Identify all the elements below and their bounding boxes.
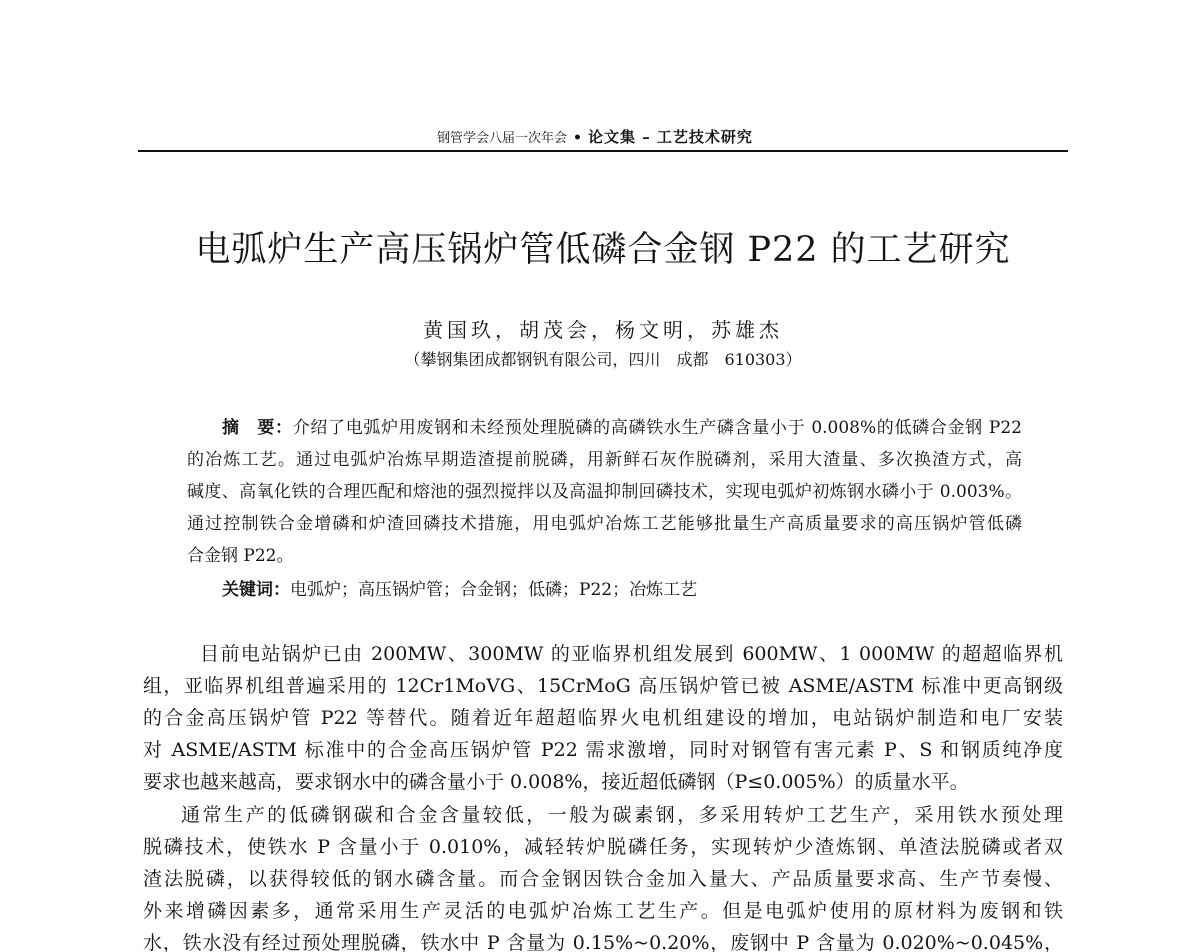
abstract-line: 合金钢 P22。 (187, 546, 294, 566)
abstract-line: 的冶炼工艺。通过电弧炉冶炼早期造渣提前脱磷，用新鲜石灰作脱磷剂，采用大渣量、多次换渣方式，高 (187, 450, 1022, 470)
abstract (187, 412, 1022, 572)
running-header (437, 126, 1037, 148)
header-bullet: • (573, 130, 582, 146)
body-line: 渣法脱磷，以获得较低的钢水磷含量。而合金钢因铁合金加入量大、产品质量要求高、生产节奏慢、 (143, 868, 1063, 890)
abstract-line: 碱度、高氧化铁的合理匹配和熔池的强烈搅拌以及高温抑制回磷技术，实现电弧炉初炼钢水磷小于 0.003%。 (187, 482, 1022, 502)
abstract-line: 通过控制铁合金增磷和炉渣回磷技术措施，用电弧炉冶炼工艺能够批量生产高质量要求的高压锅炉管低磷 (187, 514, 1022, 534)
paper-title: 电弧炉生产高压锅炉管低磷合金钢 P22 的工艺研究 (195, 230, 1011, 270)
header-rule (138, 150, 1068, 152)
body-line: 目前电站锅炉已由 200MW、300MW 的亚临界机组发展到 600MW、1 000MW 的超超临界机 (200, 643, 1063, 665)
body-line: 外来增磷因素多，通常采用生产灵活的电弧炉冶炼工艺生产。但是电弧炉使用的原材料为废钢和铁 (143, 900, 1063, 922)
abstract-text: 介绍了电弧炉用废钢和未经预处理脱磷的高磷铁水生产磷含量小于 0.008%的低磷合金钢 P22 (292, 418, 1022, 438)
keywords (222, 575, 1022, 605)
keywords-text: 电弧炉；高压锅炉管；合金钢；低磷；P22；冶炼工艺 (290, 580, 698, 600)
body-line: 水，铁水没有经过预处理脱磷，铁水中 P 含量为 0.15%~0.20%，废钢中 P 含量为 0.020%~0.045%， (143, 932, 1063, 952)
section-name: 论文集 – 工艺技术研究 (587, 128, 753, 146)
body-paragraph (143, 638, 1063, 798)
abstract-label: 摘 要： (222, 418, 293, 438)
body-line: 通常生产的低磷钢碳和合金含量较低，一般为碳素钢，多采用转炉工艺生产，采用铁水预处理 (181, 804, 1063, 826)
body-line: 脱磷技术，使铁水 P 含量小于 0.010%，减轻转炉脱磷任务，实现转炉少渣炼钢、单渣法脱磷或者双 (143, 836, 1063, 858)
body-line: 的合金高压锅炉管 P22 等替代。随着近年超超临界火电机组建设的增加，电站锅炉制造和电厂安装 (143, 707, 1063, 729)
body-paragraph (143, 799, 1063, 952)
body-line: 对 ASME/ASTM 标准中的合金高压锅炉管 P22 需求激增，同时对钢管有害元素 P、S 和钢质纯净度 (143, 739, 1063, 761)
affiliation: （攀钢集团成都钢钒有限公司，四川 成都 610303） (404, 350, 802, 369)
body-line: 组，亚临界机组普遍采用的 12Cr1MoVG、15CrMoG 高压锅炉管已被 ASME/ASTM 标准中更高钢级 (143, 675, 1063, 697)
keywords-label: 关键词： (222, 580, 290, 600)
conference-name: 钢管学会八届一次年会 (437, 131, 568, 146)
body-line: 要求也越来越高，要求钢水中的磷含量小于 0.008%，接近超低磷钢（P≤0.005%）的质量水平。 (143, 771, 969, 793)
authors: 黄国玖，胡茂会，杨文明，苏雄杰 (423, 318, 783, 342)
abstract-line (187, 412, 1022, 444)
